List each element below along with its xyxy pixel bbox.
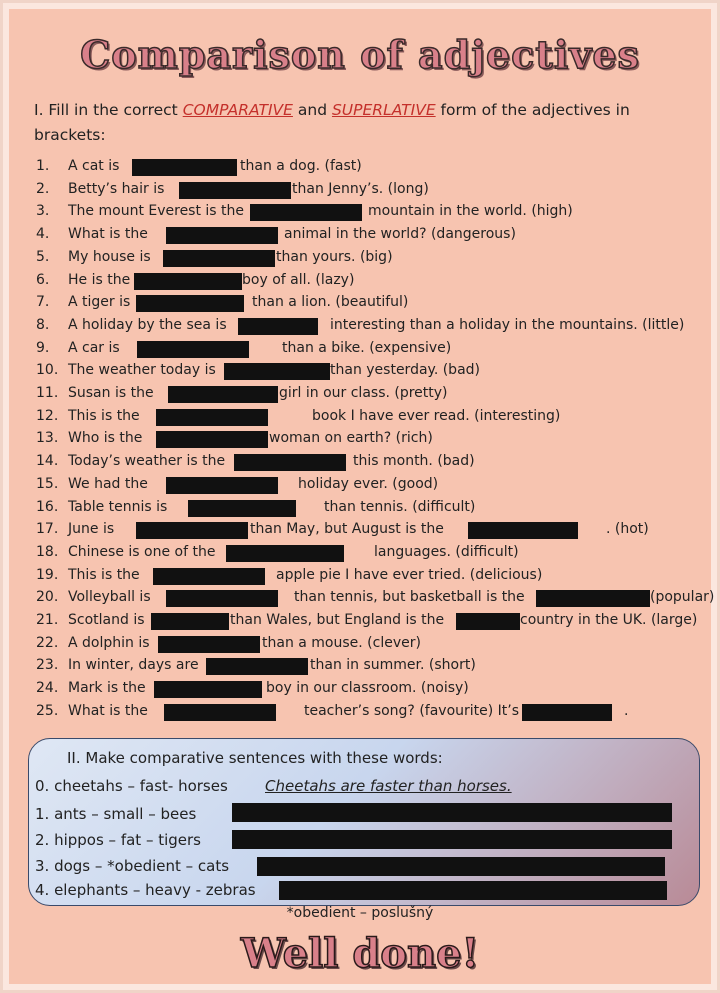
item-text-end: than May, but August is the <box>250 521 444 538</box>
item-text-start: Scotland is <box>68 612 145 628</box>
exercise-item <box>36 408 716 428</box>
example-prompt: 0. cheetahs – fast- horses <box>35 777 228 795</box>
item-text-start: We had the <box>68 475 148 492</box>
item-text-tail: country in the UK. (large) <box>520 612 698 628</box>
answer-blank[interactable] <box>163 250 275 267</box>
item-number: 20. <box>36 589 59 606</box>
exercise-item <box>36 181 716 201</box>
example-answer: Cheetahs are faster than horses. <box>265 777 512 795</box>
item-text-start: Susan is the <box>68 385 154 401</box>
intro-text-1: I. Fill in the correct <box>34 101 183 119</box>
part2-row-3: 3. dogs – *obedient – cats <box>35 857 230 875</box>
worksheet-title: Comparison of adjectives <box>80 32 640 77</box>
answer-blank[interactable] <box>137 341 249 358</box>
answer-blank[interactable] <box>156 409 268 426</box>
item-number: 21. <box>36 612 59 628</box>
item-number: 8. <box>36 316 50 333</box>
item-number: 4. <box>36 226 50 243</box>
item-text-end: languages. (difficult) <box>374 543 519 560</box>
item-number: 2. <box>36 180 50 197</box>
answer-blank[interactable] <box>168 386 278 403</box>
exercise-item <box>36 476 716 496</box>
answer-blank[interactable] <box>136 522 248 539</box>
item-text-start: Who is the <box>68 430 143 447</box>
item-text-start: Chinese is one of the <box>68 543 216 560</box>
item-text-start: A holiday by the sea is <box>68 316 227 333</box>
answer-blank[interactable] <box>164 704 276 721</box>
item-text-start: A car is <box>68 339 120 356</box>
item-text-end: boy in our classroom. (noisy) <box>266 680 469 697</box>
part2-heading: II. Make comparative sentences with these words: <box>67 749 443 767</box>
exercise-item <box>36 203 716 223</box>
item-text-start: A dolphin is <box>68 634 150 651</box>
exercise-item <box>36 385 716 405</box>
answer-blank-second[interactable] <box>456 613 520 630</box>
item-text-end: apple pie I have ever tried. (delicious) <box>276 566 543 583</box>
item-text-end: than a bike. (expensive) <box>282 339 452 356</box>
answer-blank-1[interactable] <box>232 803 672 822</box>
item-text-start: A tiger is <box>68 294 131 311</box>
answer-blank[interactable] <box>166 590 278 607</box>
intro-text-2: and <box>292 101 332 119</box>
item-number: 10. <box>36 362 59 379</box>
item-text-end: mountain in the world. (high) <box>368 203 573 220</box>
item-text-start: The mount Everest is the <box>68 203 245 220</box>
item-text-end: than tennis. (difficult) <box>324 498 476 515</box>
answer-blank[interactable] <box>250 204 362 221</box>
item-text-end: woman on earth? (rich) <box>269 430 433 447</box>
part2-row-1: 1. ants – small – bees <box>35 805 197 823</box>
item-text-tail: . (hot) <box>606 521 649 538</box>
exercise-item <box>36 272 716 292</box>
item-text-tail: (popular) <box>650 589 715 606</box>
vocabulary-footnote: *obedient – poslušný <box>286 905 434 921</box>
exercise-item <box>36 589 716 609</box>
item-text-start: Betty’s hair is <box>68 180 165 197</box>
exercise-item <box>36 521 716 541</box>
item-text-start: Volleyball is <box>68 589 151 606</box>
item-text-start: In winter, days are <box>68 657 199 674</box>
exercise-item <box>36 499 716 519</box>
answer-blank[interactable] <box>151 613 229 630</box>
item-number: 15. <box>36 475 59 492</box>
item-text-start: Today’s weather is the <box>68 453 226 470</box>
answer-blank[interactable] <box>166 477 278 494</box>
answer-blank[interactable] <box>153 568 265 585</box>
answer-blank-second[interactable] <box>468 522 578 539</box>
item-text-end: than a lion. (beautiful) <box>252 294 409 311</box>
item-number: 5. <box>36 248 50 265</box>
item-number: 1. <box>36 158 50 174</box>
answer-blank[interactable] <box>156 431 268 448</box>
item-number: 22. <box>36 634 59 651</box>
item-number: 13. <box>36 430 59 447</box>
answer-blank[interactable] <box>234 454 346 471</box>
answer-blank-2[interactable] <box>232 830 672 849</box>
item-number: 17. <box>36 521 59 538</box>
item-text-end: than yours. (big) <box>276 248 393 265</box>
item-text-start: Table tennis is <box>68 498 168 515</box>
item-text-start: He is the <box>68 271 131 288</box>
item-number: 19. <box>36 566 59 583</box>
answer-blank[interactable] <box>238 318 318 335</box>
item-text-end: animal in the world? (dangerous) <box>284 226 516 243</box>
answer-blank-second[interactable] <box>522 704 612 721</box>
item-number: 12. <box>36 407 59 424</box>
exercise-item <box>36 703 716 723</box>
exercise-item <box>36 362 716 382</box>
answer-blank[interactable] <box>132 159 237 176</box>
item-text-end: than in summer. (short) <box>310 657 476 674</box>
exercise-item <box>36 340 716 360</box>
answer-blank-3[interactable] <box>257 857 665 876</box>
exercise-item <box>36 317 716 337</box>
answer-blank[interactable] <box>224 363 330 380</box>
item-text-end: than Jenny’s. (long) <box>292 180 429 197</box>
item-text-end: holiday ever. (good) <box>298 475 439 492</box>
instructions-part1 <box>34 98 704 148</box>
item-text-end: than a mouse. (clever) <box>262 634 421 651</box>
exercise-item <box>36 249 716 269</box>
answer-blank[interactable] <box>154 681 262 698</box>
answer-blank[interactable] <box>206 658 308 675</box>
item-text-start: A cat is <box>68 158 120 174</box>
answer-blank[interactable] <box>166 227 278 244</box>
exercise-item <box>36 635 716 655</box>
comparative-keyword: COMPARATIVE <box>182 101 293 119</box>
exercise-item <box>36 226 716 246</box>
item-text-end: book I have ever read. (interesting) <box>312 407 561 424</box>
item-text-start: This is the <box>68 407 140 424</box>
exercise-item <box>36 680 716 700</box>
item-text-end: than yesterday. (bad) <box>330 362 481 379</box>
exercise-item <box>36 430 716 450</box>
answer-blank[interactable] <box>179 182 291 199</box>
exercise-item <box>36 453 716 473</box>
exercise-item <box>36 567 716 587</box>
item-text-end: girl in our class. (pretty) <box>279 385 448 401</box>
answer-blank-second[interactable] <box>536 590 650 607</box>
part2-row-4: 4. elephants – heavy - zebras <box>35 881 256 899</box>
item-number: 11. <box>36 385 59 401</box>
answer-blank[interactable] <box>158 636 260 653</box>
item-number: 9. <box>36 339 50 356</box>
item-number: 6. <box>36 271 50 288</box>
exercise-item <box>36 657 716 677</box>
item-text-start: What is the <box>68 226 148 243</box>
item-text-end: interesting than a holiday in the mountains. (little) <box>330 316 685 333</box>
superlative-keyword: SUPERLATIVE <box>331 101 436 119</box>
item-text-start: June is <box>68 521 115 538</box>
intro-text-3: form of the adjectives in brackets: <box>34 101 630 144</box>
item-number: 24. <box>36 680 59 697</box>
item-text-end: than a dog. (fast) <box>240 158 362 174</box>
item-text-start: This is the <box>68 566 140 583</box>
item-text-start: My house is <box>68 248 151 265</box>
item-text-start: What is the <box>68 702 148 719</box>
item-text-start: The weather today is <box>68 362 216 379</box>
exercise-item <box>36 544 716 564</box>
item-text-tail: . <box>624 702 629 719</box>
answer-blank[interactable] <box>134 273 242 290</box>
exercise-item <box>36 158 716 178</box>
item-number: 25. <box>36 702 59 719</box>
item-text-end: than Wales, but England is the <box>230 612 445 628</box>
item-number: 7. <box>36 294 50 311</box>
item-text-end: than tennis, but basketball is the <box>294 589 525 606</box>
item-text-start: Mark is the <box>68 680 146 697</box>
part2-panel <box>28 738 700 906</box>
exercise-item <box>36 612 716 632</box>
part2-row-2: 2. hippos – fat – tigers <box>35 831 201 849</box>
item-number: 3. <box>36 203 50 220</box>
item-number: 18. <box>36 543 59 560</box>
closing-message: Well done! <box>240 930 480 977</box>
answer-blank-4[interactable] <box>279 881 667 900</box>
exercise-item <box>36 294 716 314</box>
item-number: 16. <box>36 498 59 515</box>
item-text-end: teacher’s song? (favourite) It’s <box>304 702 520 719</box>
answer-blank[interactable] <box>226 545 344 562</box>
item-number: 14. <box>36 453 59 470</box>
answer-blank[interactable] <box>136 295 244 312</box>
item-text-end: this month. (bad) <box>353 453 475 470</box>
answer-blank[interactable] <box>188 500 296 517</box>
item-number: 23. <box>36 657 59 674</box>
item-text-end: boy of all. (lazy) <box>242 271 355 288</box>
